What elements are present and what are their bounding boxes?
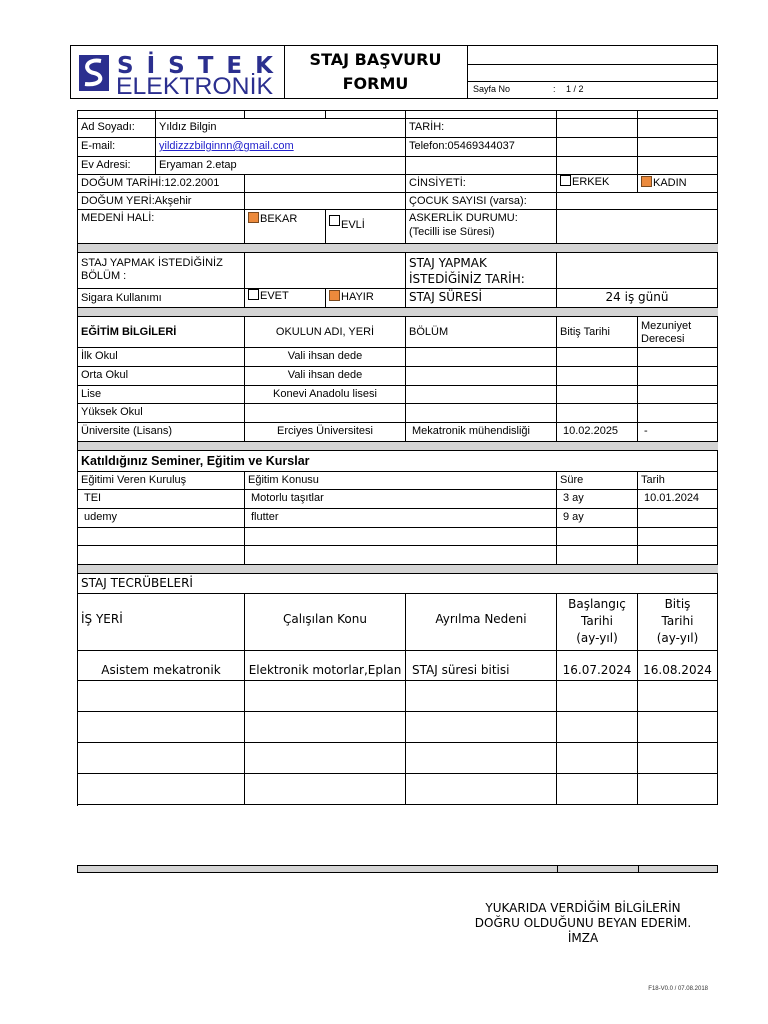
education-col-end: Bitiş Tarihi xyxy=(557,317,638,348)
experience-end[interactable]: 16.08.2024 xyxy=(638,651,718,681)
experience-workplace[interactable] xyxy=(78,774,245,805)
education-school[interactable]: Vali ihsan dede xyxy=(245,367,406,386)
experience-topic[interactable] xyxy=(245,743,406,774)
bottom-divider-bar xyxy=(77,865,718,873)
blank-cell xyxy=(406,157,557,175)
experience-start[interactable]: 16.07.2024 xyxy=(557,651,638,681)
declaration-line2: DOĞRU OLDUĞUNU BEYAN EDERİM. xyxy=(474,916,692,930)
duration-label: STAJ SÜRESİ xyxy=(406,289,557,308)
sistek-logo-icon xyxy=(71,46,284,98)
smoking-no-option[interactable] xyxy=(326,289,406,308)
seminar-duration[interactable]: 9 ay xyxy=(557,509,638,528)
bar-divider xyxy=(557,866,558,872)
experience-start[interactable] xyxy=(557,743,638,774)
education-dept[interactable] xyxy=(406,386,557,404)
section-divider xyxy=(78,565,718,574)
spacer-cell xyxy=(78,111,156,119)
experience-reason[interactable] xyxy=(406,712,557,743)
experience-topic[interactable] xyxy=(245,774,406,805)
experience-reason[interactable] xyxy=(406,743,557,774)
education-school[interactable]: Erciyes Üniversitesi xyxy=(245,423,406,442)
date-label: TARİH: xyxy=(406,119,557,138)
experience-start[interactable] xyxy=(557,774,638,805)
page-number-row xyxy=(468,81,718,98)
email-field[interactable] xyxy=(156,138,406,157)
internship-dept-label-line2: BÖLÜM : xyxy=(81,270,127,282)
experience-reason[interactable]: STAJ süresi bitisi xyxy=(406,651,557,681)
education-dept[interactable] xyxy=(406,367,557,386)
marital-married-label: EVLİ xyxy=(341,219,365,231)
internship-date-label xyxy=(406,253,557,289)
seminar-org[interactable] xyxy=(78,546,245,565)
education-level: İlk Okul xyxy=(78,348,245,367)
spacer-cell xyxy=(638,111,718,119)
internship-date-label-line1: STAJ YAPMAK xyxy=(409,256,487,270)
seminar-topic[interactable] xyxy=(245,546,557,565)
experience-topic[interactable] xyxy=(245,681,406,712)
company-logo xyxy=(71,46,285,98)
experience-start[interactable] xyxy=(557,681,638,712)
seminar-topic[interactable]: Motorlu taşıtlar xyxy=(245,490,557,509)
header-blank-row-1 xyxy=(468,46,718,65)
page-number-value: 1 / 2 xyxy=(566,84,584,94)
experience-col-start xyxy=(557,594,638,651)
military-label-line2: (Tecilli ise Süresi) xyxy=(409,226,495,238)
seminar-topic[interactable]: flutter xyxy=(245,509,557,528)
internship-dept-label xyxy=(78,253,245,289)
spacer-cell xyxy=(156,111,245,119)
education-grade[interactable] xyxy=(638,367,718,386)
page-number-label: Sayfa No xyxy=(473,84,511,94)
spacer-cell xyxy=(326,111,406,119)
experience-end[interactable] xyxy=(638,774,718,805)
education-dept[interactable] xyxy=(406,348,557,367)
children-field[interactable] xyxy=(557,193,718,210)
education-col-dept: BÖLÜM xyxy=(406,317,557,348)
smoking-no-checkbox[interactable] xyxy=(329,290,340,301)
experience-col-end xyxy=(638,594,718,651)
spacer-cell xyxy=(406,111,557,119)
education-end[interactable] xyxy=(557,348,638,367)
smoking-label: Sigara Kullanımı xyxy=(78,289,245,308)
education-grade[interactable] xyxy=(638,404,718,423)
marital-single-option[interactable] xyxy=(245,210,326,244)
spacer-cell xyxy=(557,111,638,119)
seminar-duration[interactable]: 3 ay xyxy=(557,490,638,509)
gender-male-option[interactable] xyxy=(557,175,638,193)
military-label-line1: ASKERLİK DURUMU: xyxy=(409,212,518,224)
birthplace-label: DOĞUM YERİ:Akşehir xyxy=(78,193,245,210)
duration-field[interactable]: 24 iş günü xyxy=(557,289,718,308)
marital-single-label: BEKAR xyxy=(260,213,298,225)
date-field-extra[interactable] xyxy=(638,119,718,138)
declaration xyxy=(440,901,726,946)
gender-male-label: ERKEK xyxy=(572,176,610,188)
form-title-line1: STAJ BAŞVURU xyxy=(309,50,442,69)
seminar-org[interactable]: udemy xyxy=(78,509,245,528)
education-grade[interactable] xyxy=(638,348,718,367)
smoking-no-label: HAYIR xyxy=(341,291,374,303)
seminar-topic[interactable] xyxy=(245,528,557,546)
experience-end[interactable] xyxy=(638,681,718,712)
phone-field-extra[interactable] xyxy=(638,138,718,157)
education-col-grade-line1: Mezuniyet xyxy=(641,320,692,332)
experience-col-end-line2: Tarihi xyxy=(661,614,694,628)
form-title xyxy=(284,46,468,98)
seminar-date[interactable] xyxy=(638,509,718,528)
birthdate-field[interactable] xyxy=(245,175,406,193)
experience-col-end-line1: Bitiş xyxy=(664,597,691,611)
form-title-line2: FORMU xyxy=(342,74,409,93)
experience-col-topic: Çalışılan Konu xyxy=(245,594,406,651)
experience-col-start-line1: Başlangıç xyxy=(568,597,626,611)
address-label: Ev Adresi: xyxy=(78,157,156,175)
seminars-col-duration: Süre xyxy=(557,472,638,490)
education-level: Yüksek Okul xyxy=(78,404,245,423)
gender-female-label: KADIN xyxy=(653,177,687,189)
name-label: Ad Soyadı: xyxy=(78,119,156,138)
education-dept[interactable] xyxy=(406,404,557,423)
section-divider xyxy=(78,442,718,451)
seminars-col-date: Tarih xyxy=(638,472,718,490)
bar-divider xyxy=(638,866,639,872)
experience-section-title: STAJ TECRÜBELERİ xyxy=(78,574,718,594)
seminar-duration[interactable] xyxy=(557,528,638,546)
header-blank-row-2 xyxy=(468,64,718,82)
spacer-cell xyxy=(245,111,326,119)
section-divider xyxy=(78,244,718,253)
birthplace-field[interactable] xyxy=(245,193,406,210)
seminars-col-topic: Eğitim Konusu xyxy=(245,472,557,490)
smoking-yes-option[interactable] xyxy=(245,289,326,308)
phone-label: Telefon:05469344037 xyxy=(406,138,557,157)
experience-col-workplace: İŞ YERİ xyxy=(78,594,245,651)
education-end[interactable] xyxy=(557,404,638,423)
seminar-date[interactable] xyxy=(638,546,718,565)
date-field[interactable] xyxy=(557,119,638,138)
svg-text:ELEKTRONİK: ELEKTRONİK xyxy=(116,73,273,98)
education-level: Üniversite (Lisans) xyxy=(78,423,245,442)
section-divider xyxy=(78,308,718,317)
gender-female-option[interactable] xyxy=(638,175,718,193)
smoking-yes-checkbox[interactable] xyxy=(248,289,259,300)
experience-reason[interactable] xyxy=(406,681,557,712)
marital-married-option[interactable] xyxy=(326,210,406,244)
gender-female-checkbox[interactable] xyxy=(641,176,652,187)
experience-end[interactable] xyxy=(638,712,718,743)
internship-date-field[interactable] xyxy=(557,253,718,289)
name-field[interactable]: Yıldız Bilgin xyxy=(156,119,406,138)
seminar-duration[interactable] xyxy=(557,546,638,565)
seminar-date[interactable]: 10.01.2024 xyxy=(638,490,718,509)
page-number-separator: : xyxy=(553,84,556,94)
experience-workplace[interactable] xyxy=(78,712,245,743)
experience-topic[interactable]: Elektronik motorlar,Eplan xyxy=(245,651,406,681)
declaration-line1: YUKARIDA VERDİĞİM BİLGİLERİN xyxy=(485,901,681,915)
education-col-grade xyxy=(638,317,718,348)
experience-reason[interactable] xyxy=(406,774,557,805)
birthdate-label: DOĞUM TARİHİ:12.02.2001 xyxy=(78,175,245,193)
experience-start[interactable] xyxy=(557,712,638,743)
internship-dept-field[interactable] xyxy=(245,253,406,289)
experience-workplace[interactable] xyxy=(78,681,245,712)
seminar-date[interactable] xyxy=(638,528,718,546)
military-label xyxy=(406,210,557,244)
experience-topic[interactable] xyxy=(245,712,406,743)
email-link[interactable]: yildizzzbilginnn@gmail.com xyxy=(159,140,294,152)
gender-label: CİNSİYETİ: xyxy=(406,175,557,193)
education-level: Orta Okul xyxy=(78,367,245,386)
experience-workplace[interactable]: Asistem mekatronik xyxy=(78,651,245,681)
experience-col-start-line3: (ay-yıl) xyxy=(576,631,618,645)
military-field[interactable] xyxy=(557,210,718,244)
gender-male-checkbox[interactable] xyxy=(560,175,571,186)
education-school[interactable] xyxy=(245,404,406,423)
seminars-section-title: Katıldığınız Seminer, Eğitim ve Kurslar xyxy=(78,451,718,472)
experience-workplace[interactable] xyxy=(78,743,245,774)
children-label: ÇOCUK SAYISI (varsa): xyxy=(406,193,557,210)
blank-cell xyxy=(557,157,638,175)
experience-col-reason: Ayrılma Nedeni xyxy=(406,594,557,651)
address-field[interactable]: Eryaman 2.etap xyxy=(156,157,406,175)
form-header xyxy=(70,45,718,99)
experience-col-start-line2: Tarihi xyxy=(581,614,613,628)
seminar-org[interactable]: TEI xyxy=(78,490,245,509)
seminars-col-org: Eğitimi Veren Kuruluş xyxy=(78,472,245,490)
education-end[interactable]: 10.02.2025 xyxy=(557,423,638,442)
education-grade[interactable]: - xyxy=(638,423,718,442)
education-level: Lise xyxy=(78,386,245,404)
blank-cell xyxy=(638,157,718,175)
education-grade[interactable] xyxy=(638,386,718,404)
seminar-org[interactable] xyxy=(78,528,245,546)
experience-col-end-line3: (ay-yıl) xyxy=(656,631,699,645)
education-school[interactable]: Konevi Anadolu lisesi xyxy=(245,386,406,404)
marital-single-checkbox[interactable] xyxy=(248,212,259,223)
education-col-school: OKULUN ADI, YERİ xyxy=(245,317,406,348)
education-end[interactable] xyxy=(557,386,638,404)
email-label: E-mail: xyxy=(78,138,156,157)
education-dept[interactable]: Mekatronik mühendisliği xyxy=(406,423,557,442)
education-school[interactable]: Vali ihsan dede xyxy=(245,348,406,367)
education-section-title: EĞİTİM BİLGİLERİ xyxy=(78,317,245,348)
education-col-grade-line2: Derecesi xyxy=(641,333,685,345)
signature-label: İMZA xyxy=(567,931,599,945)
form-code: F18-V0.0 / 07.08.2018 xyxy=(648,986,708,992)
phone-field[interactable] xyxy=(557,138,638,157)
smoking-yes-label: EVET xyxy=(260,290,289,302)
experience-end[interactable] xyxy=(638,743,718,774)
internship-date-label-line2: İSTEDİĞİNİZ TARİH: xyxy=(409,272,525,286)
internship-dept-label-line1: STAJ YAPMAK İSTEDİĞİNİZ xyxy=(81,257,223,269)
education-end[interactable] xyxy=(557,367,638,386)
marital-married-checkbox[interactable] xyxy=(329,215,340,226)
marital-label: MEDENİ HALİ: xyxy=(78,210,245,244)
svg-text:SİSTEK: SİSTEK xyxy=(117,53,284,79)
